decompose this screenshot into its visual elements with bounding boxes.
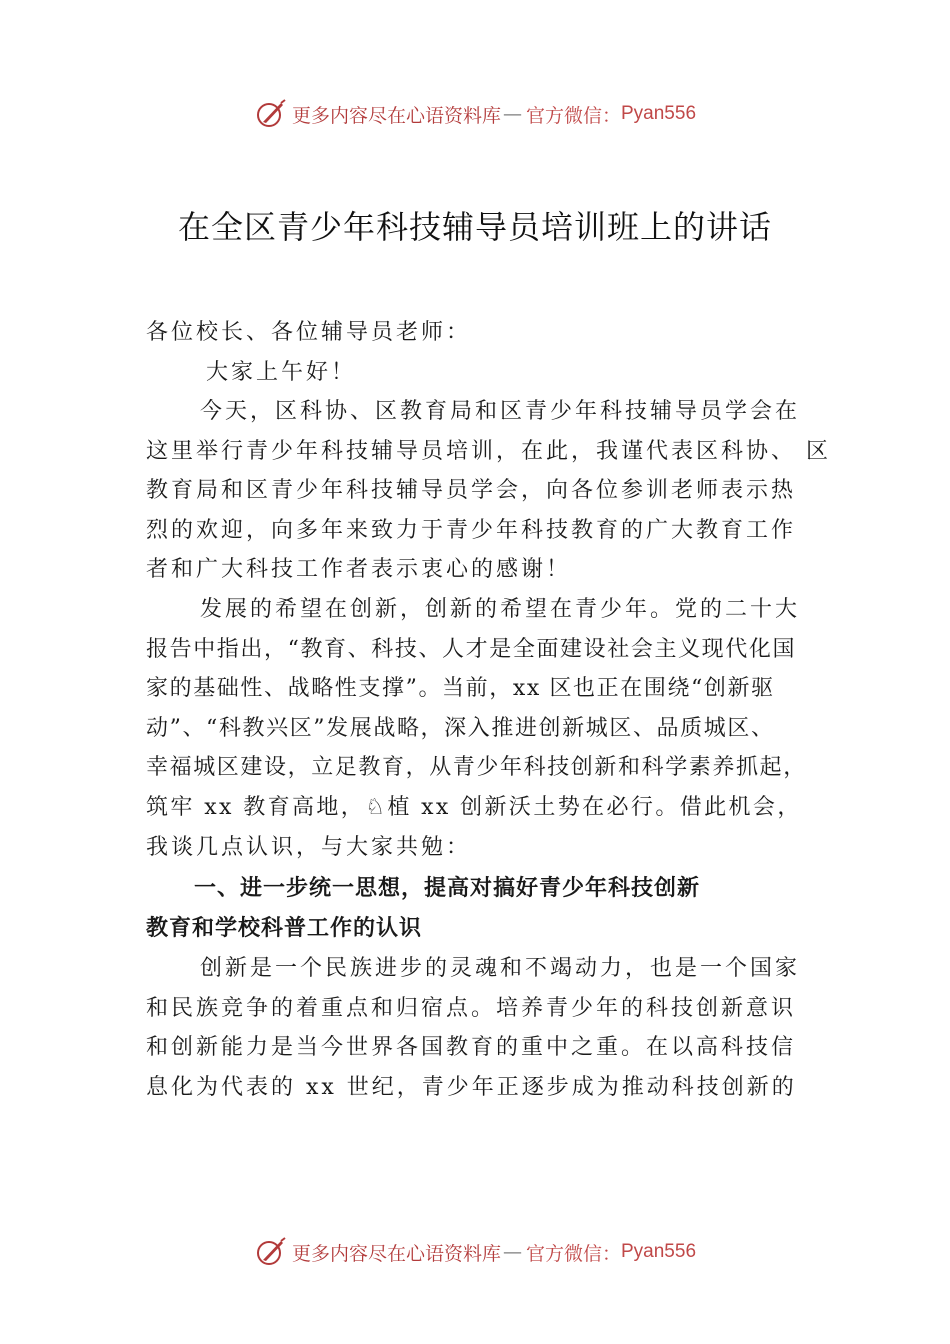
- paragraph-3: [146, 949, 826, 1107]
- paragraph-line: 这里举行青少年科技辅导员培训，在此，我谨代表区科协、 区: [146, 438, 831, 464]
- watermark-brand: 更多内容尽在心语资料库: [291, 1242, 501, 1265]
- paragraph-line: 报告中指出，“教育、科技、人才是全面建设社会主义现代化国: [146, 636, 797, 662]
- paragraph-line: 和民族竞争的着重点和归宿点。培养青少年的科技创新意识: [146, 995, 797, 1021]
- heading-line: 一、进一步统一思想，提高对搞好青少年科技创新: [194, 876, 701, 901]
- salutation: 各位校长、各位辅导员老师：: [146, 320, 472, 345]
- paragraph-line: 者和广大科技工作者表示衷心的感谢！: [146, 557, 572, 583]
- watermark-wechat-label: 官方微信：: [525, 104, 621, 127]
- heading-line: 教育和学校科普工作的认识: [146, 915, 423, 941]
- watermark-separator: —: [502, 103, 524, 125]
- paragraph-line: 发展的希望在创新，创新的希望在青少年。党的二十大: [200, 597, 801, 622]
- paragraph-line: 今天，区科协、区教育局和区青少年科技辅导员学会在: [200, 399, 801, 424]
- footer-watermark: [0, 1232, 950, 1272]
- paragraph-1: [146, 392, 831, 590]
- watermark-wechat-id: Pyan556: [621, 1241, 697, 1262]
- paragraph-line: 动”、“科教兴区”发展战略，深入推进创新城区、品质城区、: [146, 715, 775, 741]
- paragraph-line: 幸福城区建设，立足教育，从青少年科技创新和科学素养抓起，: [146, 755, 807, 781]
- paragraph-line: 家的基础性、战略性支撑”。当前，xx 区也正在围绕“创新驱: [146, 676, 775, 702]
- paragraph-line: 和创新能力是当今世界各国教育的重中之重。在以高科技信: [146, 1035, 797, 1061]
- section-heading-1: [146, 869, 826, 948]
- greeting: 大家上午好！: [206, 360, 357, 385]
- quill-pen-icon: [254, 1235, 288, 1269]
- paragraph-line: 息化为代表的 xx 世纪，青少年正逐步成为推动科技创新的: [146, 1074, 797, 1100]
- watermark-separator: —: [502, 1241, 524, 1263]
- paragraph-line: 烈的欢迎，向多年来致力于青少年科技教育的广大教育工作: [146, 517, 797, 543]
- watermark-wechat-id: Pyan556: [621, 103, 697, 124]
- paragraph-line: 筑牢 xx 教育高地，♘植 xx 创新沃土势在必行。借此机会，: [146, 794, 802, 820]
- watermark-brand: 更多内容尽在心语资料库: [291, 104, 501, 127]
- header-watermark: [0, 94, 950, 134]
- quill-pen-icon: [254, 97, 288, 131]
- document-title: 在全区青少年科技辅导员培训班上的讲话: [177, 208, 772, 246]
- paragraph-2: [146, 590, 826, 867]
- paragraph-line: 创新是一个民族进步的灵魂和不竭动力，也是一个国家: [200, 956, 801, 981]
- paragraph-line: 我谈几点认识，与大家共勉：: [146, 834, 472, 860]
- paragraph-line: 教育局和区青少年科技辅导员学会，向各位参训老师表示热: [146, 478, 797, 504]
- watermark-wechat-label: 官方微信：: [525, 1242, 621, 1265]
